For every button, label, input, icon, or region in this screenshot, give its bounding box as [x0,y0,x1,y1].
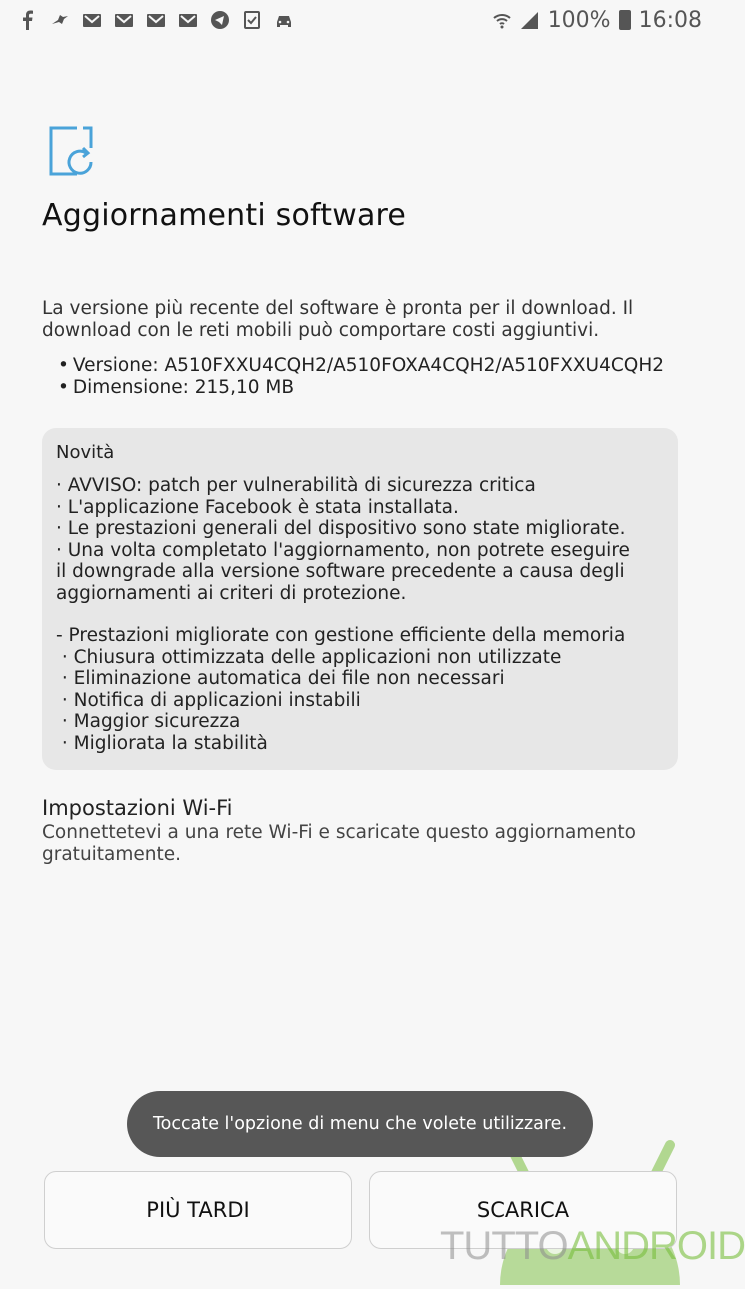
changelog-line: · Chiusura ottimizzata delle applicazioni non utilizzate [56,646,562,668]
clock: 16:08 [638,7,702,33]
version-text: Versione: A510FXXU4CQH2/A510FOXA4CQH2/A510FXXU4CQH2 [72,355,665,376]
changelog-line: aggiornamenti ai criteri di protezione. [56,582,407,604]
changelog-line: · Notifica di applicazioni instabili [56,689,361,711]
toast-message: Toccate l'opzione di menu che volete utilizzare. [127,1091,593,1157]
changelog-line: · L'applicazione Facebook è stata installata. [56,496,459,518]
changelog-line: · AVVISO: patch per vulnerabilità di sicurezza critica [56,475,536,496]
signal-icon [520,10,540,30]
changelog-line: · Maggior sicurezza [56,711,241,732]
changelog-line: · Le prestazioni generali del dispositivo sono state migliorate. [56,518,626,539]
changelog-line: · Migliorata la stabilità [56,732,268,754]
later-button[interactable]: PIÙ TARDI [44,1171,352,1249]
battery-icon [619,10,631,30]
system-status [492,8,702,33]
changelog-title: Novità [56,442,115,463]
gmail-icon [114,10,134,30]
battery-percent: 100% [547,7,611,33]
checklist-icon [242,10,262,30]
gmail-icon [146,10,166,30]
intro-text: La versione più recente del software è pronta per il download. Il download con le reti mobili può comportare costi aggiuntivi. [42,298,634,341]
bird-icon [50,10,70,30]
watermark-part1: TUTTO [440,1224,568,1268]
facebook-icon [18,10,38,30]
update-specs [58,355,664,399]
watermark-part2: ANDROID [567,1224,745,1268]
changelog-line: · Una volta completato l'aggiornamento, non potrete eseguire [56,539,630,561]
changelog-line: - Prestazioni migliorate con gestione efficiente della memoria [56,625,626,646]
wifi-icon [492,10,512,30]
notification-icons [18,10,294,30]
page-title: Aggiornamenti software [42,198,407,233]
status-bar [0,0,720,40]
changelog-line: il downgrade alla versione software precedente a causa degli [56,561,625,582]
telegram-icon [210,10,230,30]
version-line: • Versione: A510FXXU4CQH2/A510FOXA4CQH2/A510FXXU4CQH2 [58,355,665,376]
wifi-settings-description[interactable]: Connettetevi a una rete Wi-Fi e scaricate questo aggiornamento gratuitamente. [42,822,637,865]
changelog-box[interactable] [42,428,678,770]
wifi-settings-title[interactable]: Impostazioni Wi-Fi [42,796,233,820]
watermark-text [440,1224,745,1269]
size-text: Dimensione: 215,10 MB [72,377,295,398]
gmail-icon [178,10,198,30]
changelog-line: · Eliminazione automatica dei file non necessari [56,668,505,689]
gmail-icon [82,10,102,30]
size-line: • Dimensione: 215,10 MB [58,377,295,398]
car-icon [274,10,294,30]
software-update-icon [47,126,95,178]
changelog-spacer [56,604,664,625]
download-button[interactable]: SCARICA [369,1171,677,1249]
